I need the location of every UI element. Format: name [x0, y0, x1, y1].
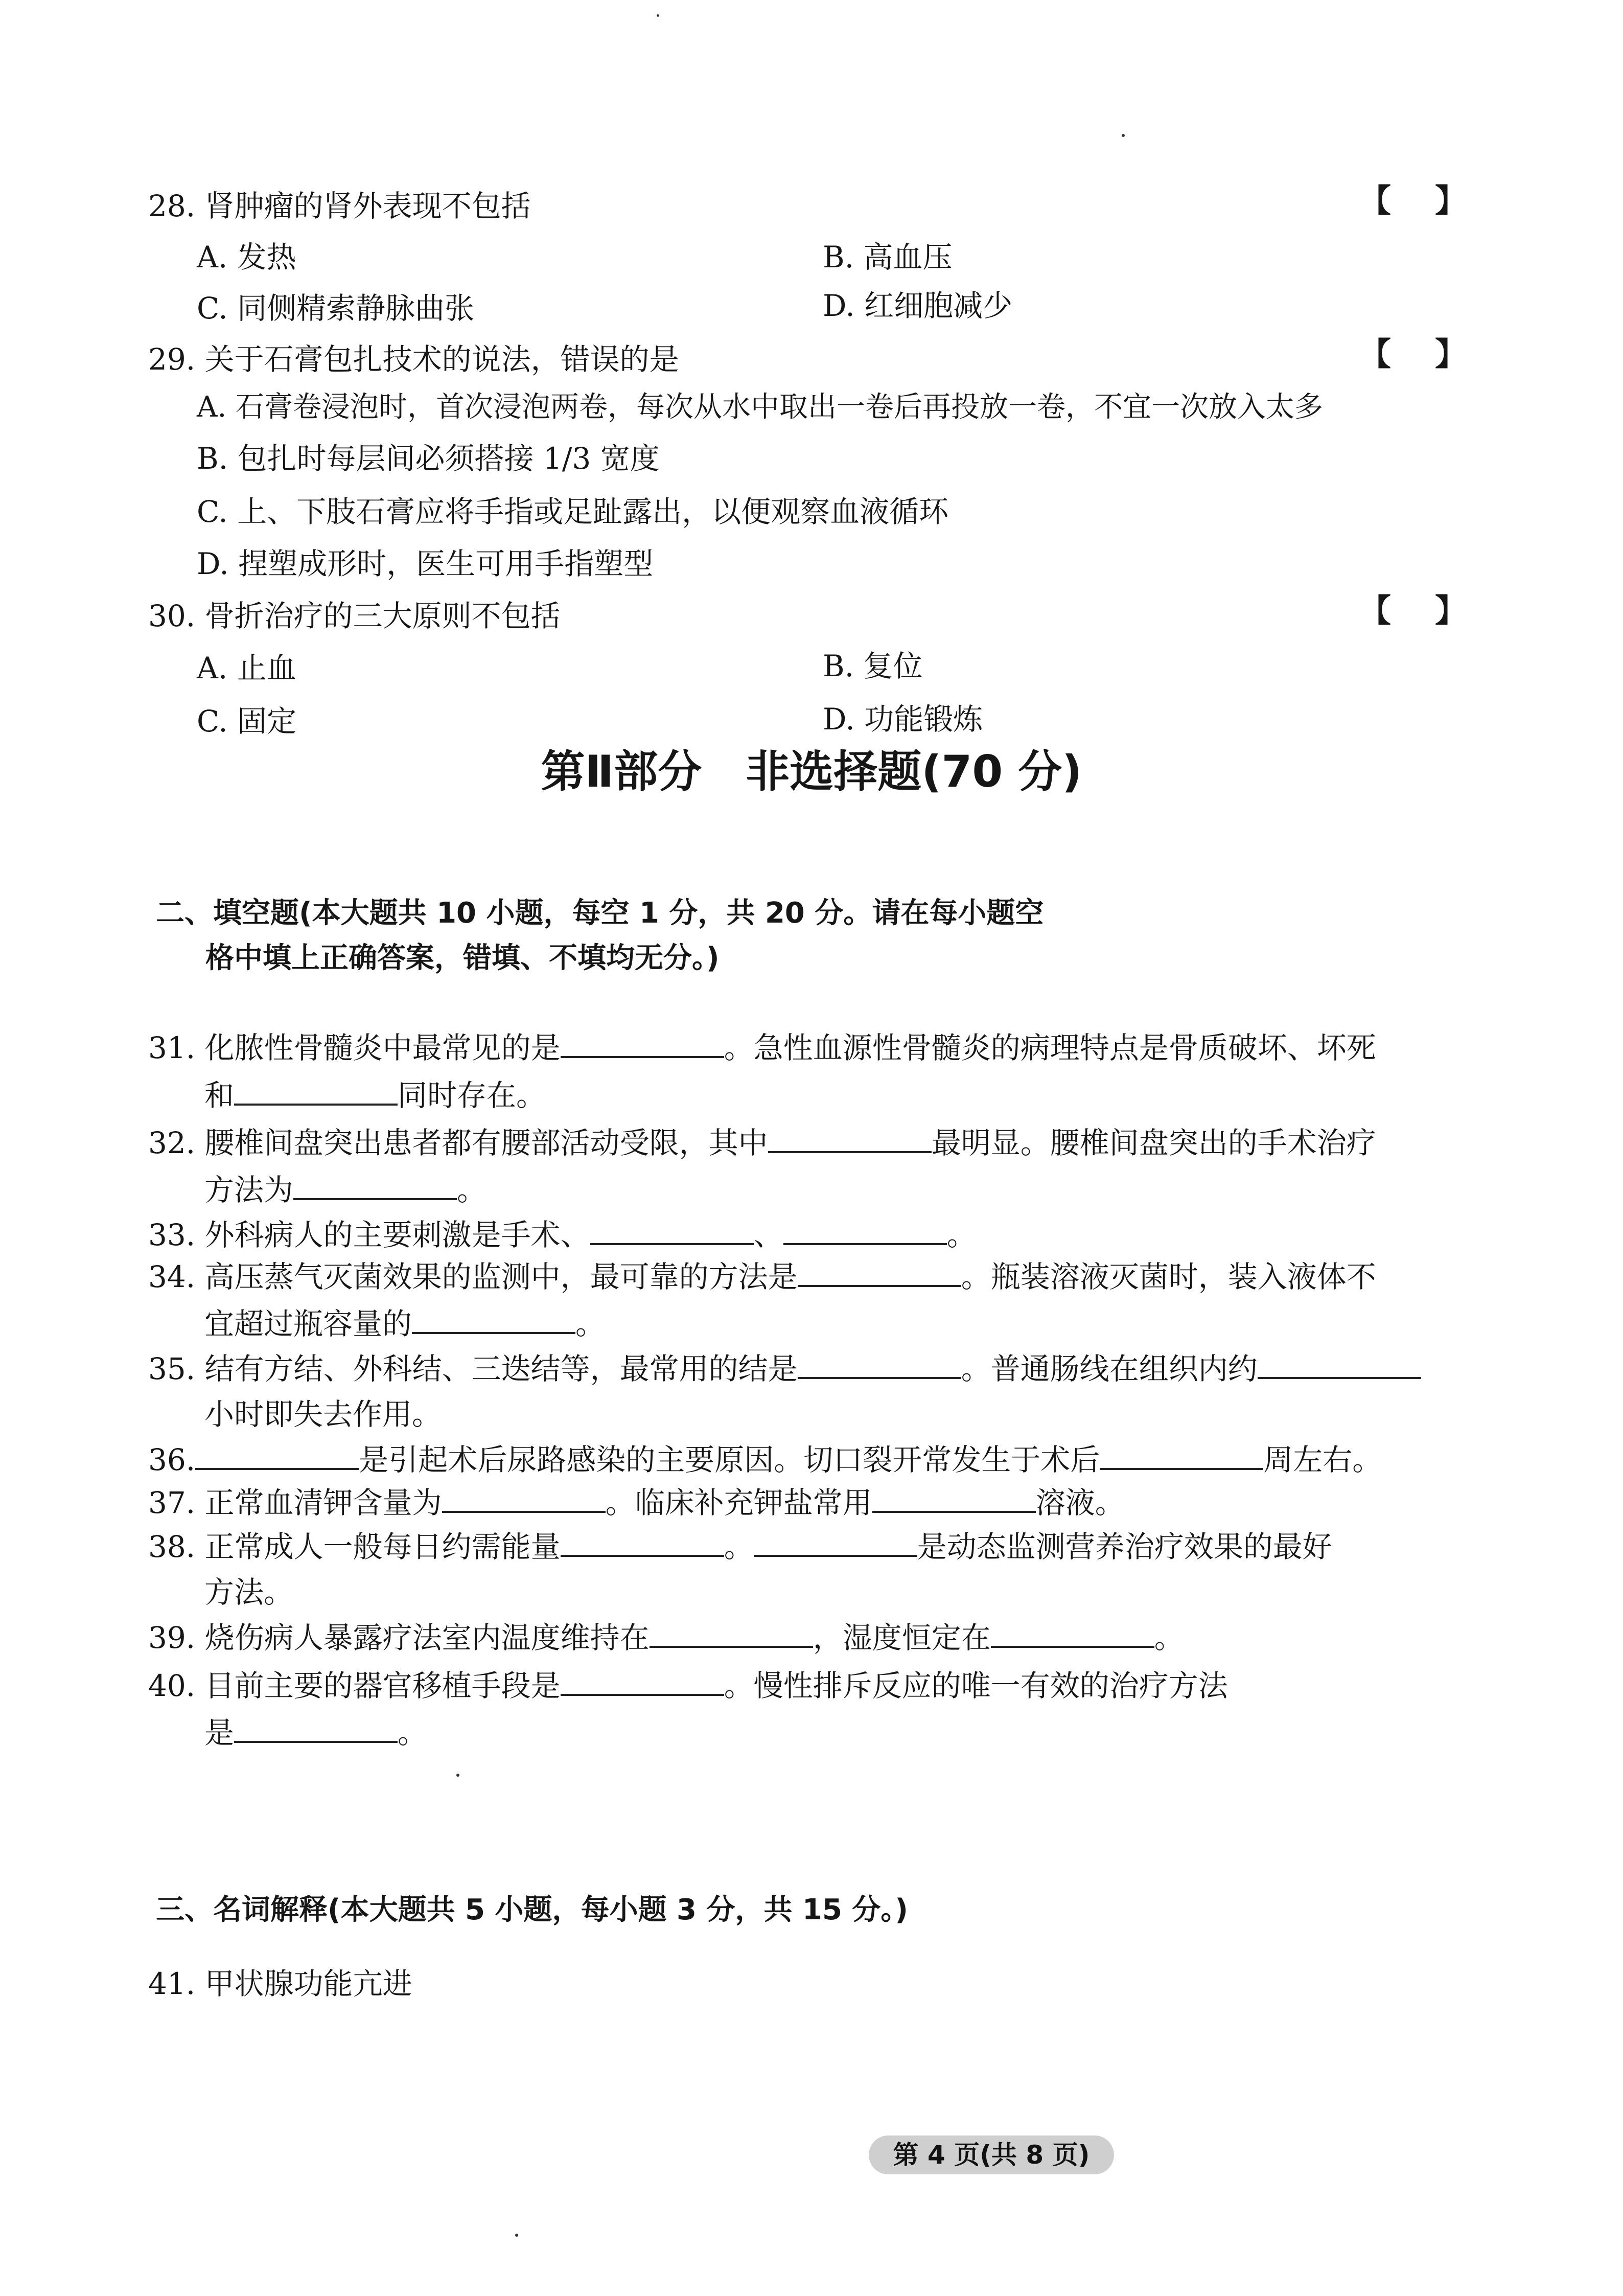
q31-blank-2[interactable]	[234, 1076, 398, 1106]
q36-text: 36.	[148, 1442, 196, 1477]
q40-line1	[148, 1666, 1228, 1704]
q38-blank-2[interactable]	[754, 1527, 917, 1557]
q40-blank-2[interactable]	[234, 1713, 398, 1743]
q31-blank-1[interactable]	[561, 1028, 724, 1058]
q40-text: 。慢性排斥反应的唯一有效的治疗方法	[724, 1668, 1228, 1703]
q33-text: 、	[753, 1218, 783, 1252]
q39-blank-2[interactable]	[991, 1618, 1154, 1648]
q36-line1	[148, 1440, 1382, 1478]
q40-text: 40. 目前主要的器官移植手段是	[148, 1668, 561, 1703]
q31-line1	[148, 1028, 1376, 1066]
q34-text: 。瓶装溶液灭菌时，装入液体不	[961, 1259, 1376, 1294]
q28-answer-bracket[interactable]	[1359, 183, 1467, 219]
q28-option-d: D. 红细胞减少	[823, 288, 1013, 323]
section2-heading-line1: 二、填空题(本大题共 10 小题，每空 1 分，共 20 分。请在每小题空	[156, 897, 1044, 930]
q33-text: 。	[946, 1218, 977, 1252]
q32-line2	[204, 1170, 486, 1208]
scan-speck	[657, 14, 659, 17]
q39-text: ，湿度恒定在	[813, 1620, 991, 1655]
q36-blank-2[interactable]	[1100, 1440, 1263, 1470]
part2-title: 第Ⅱ部分 非选择题(70 分)	[541, 746, 1082, 797]
q39-text: 39. 烧伤病人暴露疗法室内温度维持在	[148, 1620, 650, 1655]
bracket-close: 】	[1434, 592, 1467, 629]
q35-text: 。普通肠线在组织内约	[961, 1351, 1258, 1386]
q29-stem: 29. 关于石膏包扎技术的说法，错误的是	[148, 342, 679, 377]
q35-blank-1[interactable]	[798, 1349, 961, 1379]
q39-line1	[148, 1618, 1184, 1656]
bracket-open: 【	[1359, 335, 1392, 373]
q28-stem: 28. 肾肿瘤的肾外表现不包括	[148, 189, 531, 223]
q37-line1	[148, 1483, 1125, 1521]
q38-text: 。	[724, 1529, 754, 1564]
q34-line2	[204, 1304, 605, 1342]
section3-heading: 三、名词解释(本大题共 5 小题，每小题 3 分，共 15 分。)	[156, 1893, 909, 1926]
q32-line1	[148, 1123, 1376, 1161]
q37-text: 溶液。	[1035, 1485, 1125, 1520]
q30-option-b: B. 复位	[823, 649, 923, 683]
bracket-close: 】	[1434, 182, 1467, 219]
q39-blank-1[interactable]	[650, 1618, 813, 1648]
q35-text: 小时即失去作用。	[204, 1397, 442, 1432]
q31-text: 和	[204, 1078, 235, 1113]
q31-text: 31. 化脓性骨髓炎中最常见的是	[148, 1030, 561, 1065]
section2-heading-line2: 格中填上正确答案，错填、不填均无分。)	[205, 942, 720, 975]
q32-blank-2[interactable]	[293, 1170, 457, 1200]
q40-blank-1[interactable]	[561, 1666, 724, 1696]
scan-speck	[456, 1774, 459, 1777]
q29-option-b: B. 包扎时每层间必须搭接 1/3 宽度	[197, 441, 660, 476]
q29-option-d: D. 捏塑成形时，医生可用手指塑型	[197, 546, 654, 581]
q35-line2	[204, 1396, 442, 1432]
q33-line1	[148, 1215, 977, 1253]
bracket-open: 【	[1359, 592, 1392, 629]
q38-text: 38. 正常成人一般每日约需能量	[148, 1529, 561, 1564]
q34-blank-1[interactable]	[798, 1257, 961, 1287]
q32-text: 最明显。腰椎间盘突出的手术治疗	[931, 1126, 1376, 1160]
bracket-open: 【	[1359, 182, 1392, 219]
q37-text: 。临床补充钾盐常用	[605, 1485, 872, 1520]
q38-text: 方法。	[204, 1575, 294, 1610]
q32-text: 方法为	[204, 1173, 294, 1207]
q33-blank-1[interactable]	[590, 1215, 754, 1245]
q32-text: 32. 腰椎间盘突出患者都有腰部活动受限，其中	[148, 1126, 768, 1160]
q37-blank-1[interactable]	[442, 1483, 606, 1513]
q41-stem: 41. 甲状腺功能亢进	[148, 1966, 412, 2001]
q32-blank-1[interactable]	[768, 1123, 932, 1153]
q38-line1	[148, 1527, 1332, 1565]
q30-option-a: A. 止血	[197, 651, 296, 685]
q36-text: 周左右。	[1263, 1442, 1382, 1477]
q38-blank-1[interactable]	[561, 1527, 724, 1557]
q33-blank-2[interactable]	[783, 1215, 947, 1245]
q29-option-a: A. 石膏卷浸泡时，首次浸泡两卷，每次从水中取出一卷后再投放一卷，不宜一次放入太多	[197, 391, 1324, 424]
q34-text: 。	[575, 1306, 606, 1341]
q31-text: 。急性血源性骨髓炎的病理特点是骨质破坏、坏死	[724, 1030, 1376, 1065]
q33-text: 33. 外科病人的主要刺激是手术、	[148, 1218, 590, 1252]
q34-text: 34. 高压蒸气灭菌效果的监测中，最可靠的方法是	[148, 1259, 798, 1294]
q35-blank-2[interactable]	[1258, 1349, 1421, 1379]
q39-text: 。	[1154, 1620, 1184, 1655]
q30-stem: 30. 骨折治疗的三大原则不包括	[148, 599, 561, 633]
q40-text: 是	[204, 1715, 235, 1750]
q35-line1	[148, 1349, 1421, 1387]
q37-text: 37. 正常血清钾含量为	[148, 1485, 442, 1520]
q38-text: 是动态监测营养治疗效果的最好	[917, 1529, 1332, 1564]
q28-option-c: C. 同侧精索静脉曲张	[197, 291, 475, 326]
q31-line2	[204, 1076, 546, 1113]
q34-text: 宜超过瓶容量的	[204, 1306, 412, 1341]
page-number-label: 第 4 页(共 8 页)	[869, 2136, 1114, 2174]
q28-option-a: A. 发热	[197, 240, 296, 274]
q30-answer-bracket[interactable]	[1359, 593, 1467, 629]
q28-option-b: B. 高血压	[823, 240, 953, 274]
q34-blank-2[interactable]	[412, 1304, 575, 1334]
q40-line2	[204, 1713, 427, 1751]
q36-text: 是引起术后尿路感染的主要原因。切口裂开常发生于术后	[359, 1442, 1100, 1477]
q37-blank-2[interactable]	[872, 1483, 1036, 1513]
q30-option-c: C. 固定	[197, 704, 297, 739]
q38-line2	[204, 1574, 293, 1610]
q32-text: 。	[457, 1173, 487, 1207]
q40-text: 。	[398, 1715, 428, 1750]
bracket-close: 】	[1434, 335, 1467, 373]
q34-line1	[148, 1257, 1376, 1295]
q29-option-c: C. 上、下肢石膏应将手指或足趾露出，以便观察血液循环	[197, 494, 949, 529]
q29-answer-bracket[interactable]	[1359, 336, 1467, 372]
scan-speck	[515, 2234, 518, 2237]
q31-text: 同时存在。	[398, 1078, 546, 1113]
scan-speck	[1122, 134, 1125, 137]
q36-blank-1[interactable]	[195, 1440, 359, 1470]
q30-option-d: D. 功能锻炼	[823, 702, 983, 737]
q35-text: 35. 结有方结、外科结、三迭结等，最常用的结是	[148, 1351, 798, 1386]
